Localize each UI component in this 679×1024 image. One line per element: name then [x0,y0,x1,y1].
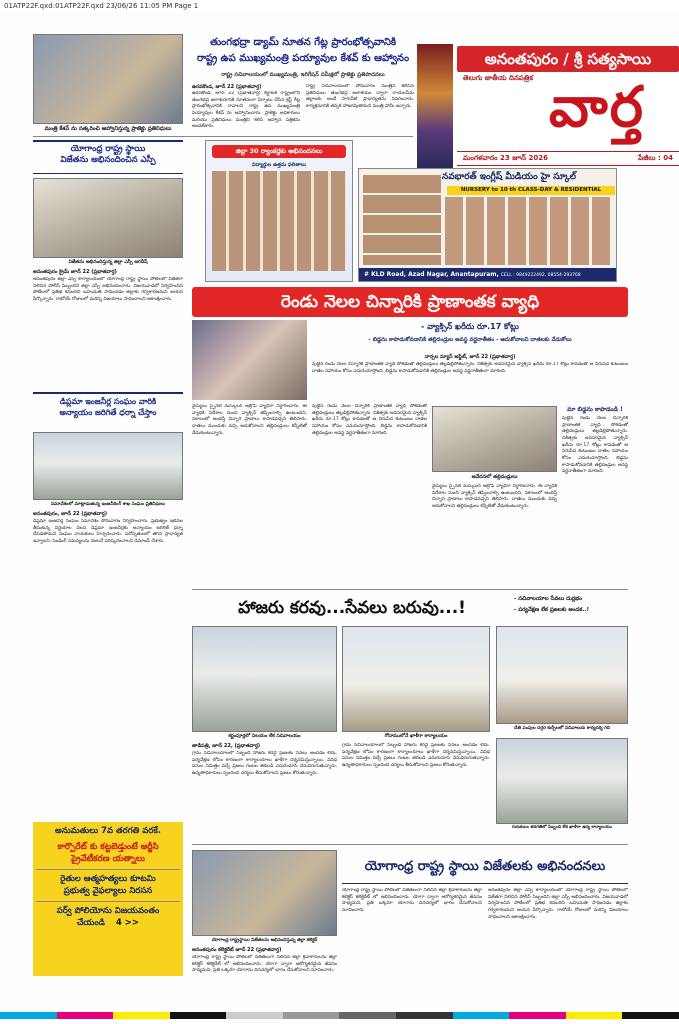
teaser-box [33,822,183,976]
diploma-story-caption: సమావేశంలో మాట్లాడుతున్న ఇంజనీరింగ్ శాఖ సంఘం ప్రతినిధులు [51,502,165,507]
teaser-line-4: రైతుల ఆత్మహత్యలు కూటమి [60,874,156,885]
teaser-line-7-text: చేయండి [76,917,105,928]
teaser-page-link[interactable]: 4 >> [115,917,140,928]
yoga-body-1: యోగాంధ్ర రాష్ట్ర స్థాయి పోటీలలో విజేతలుగా నిలిచిన జిల్లా క్రీడాకారులను జిల్లా కలెక్టర్ కలెక్టరేట్ లో అభినందించారు. యోగా ద్వారా ఆరోగ్యకరమైన జీవనం సాధ్యమని, ప్రతి ఒక్కరూ యోగాను దినచర్యలో భాగం చేసుకోవాలని సూచించారు. [192,955,337,974]
sp-story-body: అనంతపురం జిల్లా ఎస్పీ కార్యాలయంలో యోగాంధ్ర రాష్ట్ర స్థాయి పోటీలలో విజేతగా నిలిచిన పోలీస్ సిబ్బందిని జిల్లా ఎస్పీ అభినందించారు. విజయవాడలో నిర్వహించిన పోటీలలో ప్రతిభ కనబరిచి బహుమతి సాధించడం జిల్లాకు గర్వకారణమని ఆయన పేర్కొన్నారు. రాబోయే రోజులలో మరిన్ని విజయాలు సాధించాలని ఆకాంక్షించారు. [33,277,183,302]
yoga-dateline: అనంతపురం కలెక్టరేట్ జూన్ 22 (ప్రభాతవార్త) [192,947,282,953]
main-story-body-3: వైద్యులు స్పైనల్ మస్కులర్ అట్రోఫీ వ్యాధిగా నిర్ధారించారు. ఈ వ్యాధికి విదేశాల నుంచి వ్యాక్సిన్ తెప్పించాల్సి ఉంటుందని, సకాలంలో అందిస్తే చిన్నారి ప్రాణాలు కాపాడవచ్చని తెలిపారు. దాతలు ముందుకు వచ్చి ఆదుకోవాలని తల్లిదండ్రులు కన్నీటితో వేడుకుంటున్నారు. [432,484,557,509]
yoga-headline: యోగాంధ్ర రాష్ట్ర స్థాయి విజేతలకు అభినందనలు [342,850,628,884]
school-name: నవభారత్ ఇంగ్లీష్ మీడియం హై స్కూల్ [441,172,577,182]
yoga-caption: యోగాంధ్ర రాష్ట్రస్థాయి విజేతలను అభినందిస్తున్న జిల్లా కలెక్టర్ [211,938,318,943]
school-address-bar [359,268,616,281]
main-story-photo [192,320,307,400]
diploma-story-body: డిప్లమా ఇంజనీర్ల సంఘం సమావేశం సోమవారం నిర్వహించారు. ప్రభుత్వం ఇటీవల తీసుకున్న నిర్ణయాల వలన డిప్లమా ఇంజనీర్లకు అన్యాయం జరిగితే ధర్నా చేపడతామని సంఘం నాయకులు హెచ్చరించారు. పదోన్నతులలో తగిన ప్రాధాన్యత ఇవ్వాలని, పెండింగ్ సమస్యలను వెంటనే పరిష్కరించాలని డిమాండ్ చేశారు. [33,519,183,544]
ad-rankers-photos [212,171,346,271]
top-story-headline-1: తుంగభద్రా డ్యామ్ నూతన గేట్ల ప్రారంభోత్సవానికి [209,37,397,48]
top-story-caption: మంత్రి కేశవ్ ను సత్కరించి ఆహ్వానిస్తున్న ప్రాజెక్టు ప్రతినిధులు [44,126,172,132]
diploma-story-headline-1: డిప్లమా ఇంజనీర్ల సంఘం వారికి [59,397,157,406]
main-story-lead: పుట్టిన రెండు నెలల చిన్నారికి ప్రాణాంతక వ్యాధి సోకడంతో తల్లిదండ్రులు తల్లడిల్లిపోతున్నారు. చికిత్సకు అవసరమైన వ్యాక్సిన్ ఖరీదు రూ.17 కోట్లు కావడంతో ఆ నిరుపేద కుటుంబం దాతల సహాయం కోసం ఎదురుచూస్తోంది. బిడ్డను కాపాడుకోవడానికి తల్లిదండ్రుల అవస్థ వర్ణనాతీతంగా మారింది. [312,362,628,374]
top-story-body-1: ఉరవకొండ, జూన్ 22 (ప్రభాతవార్త) కర్ణాటక రాష్ట్రంలోని తుంగభద్ర జలాశయానికి నూతనంగా ఏర్పాటు చేసిన క్రస్ట్ గేట్ల ప్రారంభోత్సవానికి రావాలని రాష్ట్ర ఉప ముఖ్యమంత్రి పయ్యావుల కేశవ్ ను ఆహ్వానించారు. ప్రాజెక్టు అధికారులు మరియు ప్రతినిధులు మంత్రిని కలిసి ఆహ్వాన పత్రికను అందజేశారు. [192,91,300,130]
hospital-dateline: తాడిపత్రి, జూన్ 22, (ప్రభాతవార్త) [192,743,261,749]
teaser-line-1: అనుమతులు 7వ తరగతి వరకే. [54,826,162,836]
main-story-bullet-2: - బిడ్డను కాపాడుకోవడానికి తల్లిదండ్రుల అవస్థ వర్ణనాతీతం - ఆదుకోవాలని దాతలకు వేడుకోలు [368,337,572,343]
ad-rankers-subtitle: విద్యార్థుల ఉత్తమ ఫలితాలు [252,161,306,168]
divider [33,136,413,137]
hospital-sub-2: - పర్యవేక్షణ లేక ప్రజలకు అందక..! [514,607,589,613]
main-story-bullet-1: - వ్యాక్సిన్ ఖరీదు రూ.17 కోట్లు [421,322,519,331]
top-story-subhead: రాష్ట్ర సచివాలయంలో ముఖ్యమంత్రి, ఇరిగేషన్ సమీక్షలో ప్రాజెక్టు ప్రతిపాదనలు [221,72,385,78]
diploma-story-dateline: అనంతపురం, జూన్ 22 (ప్రభాతవార్త) [33,511,107,517]
main-story-banner: రెండు నెలల చిన్నారికి ప్రాణాంతక వ్యాధి [192,287,628,317]
ad-school [358,168,617,282]
parents-caption: ఆవేదనలో తల్లిదండ్రులు [471,474,518,480]
teaser-line-6: పర్వ్ పోలియోను విజయవంతం [56,906,160,917]
school-address: # KLD Road, Azad Nagar, Anantapuram, [364,271,499,278]
main-story-body-2: పుట్టిన రెండు నెలల చిన్నారికి ప్రాణాంతక వ్యాధి సోకడంతో తల్లిదండ్రులు తల్లడిల్లిపోతున్నారు. చికిత్సకు అవసరమైన వ్యాక్సిన్ ఖరీదు రూ.17 కోట్లు కావడంతో ఆ నిరుపేద కుటుంబం దాతల సహాయం కోసం ఎదురుచూస్తోంది. బిడ్డను కాపాడుకోవడానికి తల్లిదండ్రుల అవస్థ వర్ణనాతీతంగా మారింది. [312,404,427,436]
main-story-dateline: నార్పల న్యూస్ అప్డేట్, జూన్ 22 (ప్రభాతవార్త) [424,354,516,360]
top-story-headline-2: రాష్ట్ర ఉప ముఖ్యమంత్రి పయ్యావుల కేశవ్ కు ఆహ్వానం [196,53,410,64]
sp-story-headline-1: యోగాంధ్ర రాష్ట్ర స్థాయి [70,144,146,154]
sp-story-caption: విజేతను అభినందిస్తున్న జిల్లా ఎస్పీ జగదీష్ [68,260,148,265]
yoga-body-3: అనంతపురం జిల్లా ఎస్పీ కార్యాలయంలో యోగాంధ్ర రాష్ట్ర స్థాయి పోటీలలో విజేతగా నిలిచిన పోలీస్ సిబ్బందిని జిల్లా ఎస్పీ అభినందించారు. విజయవాడలో నిర్వహించిన పోటీలలో ప్రతిభ కనబరిచి బహుమతి సాధించడం జిల్లాకు గర్వకారణమని ఆయన పేర్కొన్నారు. రాబోయే రోజులలో మరిన్ని విజయాలు సాధించాలని ఆకాంక్షించారు. [488,888,628,920]
sp-story-dateline: అనంతపురం క్రైమ్ జూన్ 22 (ప్రభాతవార్త) [33,269,117,275]
hospital-photo-3 [496,626,628,724]
top-story-body-2: రాష్ట్ర సచివాలయంలో సోమవారం మంత్రిని కలిసిన ప్రతినిధులు తుంగభద్ర జలాశయం ద్వారా రాయలసీమ జిల్లాలకు అందే సాగునీటి ప్రాధాన్యతను వివరించారు. కార్యక్రమానికి తప్పక హాజరవుతామని మంత్రి హామీ ఇచ్చారు. [306,84,414,109]
teaser-divider [36,901,180,902]
main-story-body-1: వైద్యులు స్పైనల్ మస్కులర్ అట్రోఫీ వ్యాధిగా నిర్ధారించారు. ఈ వ్యాధికి విదేశాల నుంచి వ్యాక్సిన్ తెప్పించాల్సి ఉంటుందని, సకాలంలో అందిస్తే చిన్నారి ప్రాణాలు కాపాడవచ్చని తెలిపారు. దాతలు ముందుకు వచ్చి ఆదుకోవాలని తల్లిదండ్రులు కన్నీటితో వేడుకుంటున్నారు. [192,404,307,436]
masthead-logo: వార్త [549,74,645,140]
masthead-tagline: తెలుగు జాతీయ దినపత్రిక [463,74,533,82]
masthead [417,44,679,168]
school-tagline: NURSERY to 10 th CLASS-DAY & RESIDENTIAL [447,186,615,195]
teaser-divider [36,869,180,870]
sp-story-headline-box [33,140,183,174]
masthead-pages: పేజీలు : 04 [638,154,673,162]
teaser-line-2: కార్పొరేట్ కు కట్టబెడ్తుంటే అర్జీసి [57,842,159,853]
yoga-body-2: యోగాంధ్ర రాష్ట్ర స్థాయి పోటీలలో విజేతలుగా నిలిచిన జిల్లా క్రీడాకారులను జిల్లా కలెక్టర్ కలెక్టరేట్ లో అభినందించారు. యోగా ద్వారా ఆరోగ్యకరమైన జీవనం సాధ్యమని, ప్రతి ఒక్కరూ యోగాను దినచర్యలో భాగం చేసుకోవాలని సూచించారు. [342,888,482,913]
sp-story-headline-2: విజేతను అభినందించిన ఎస్పీ [60,155,156,166]
deity-portrait [417,44,453,168]
hospital-body-1: గ్రామ సచివాలయాలలో సిబ్బంది హాజరు కరవై ప్రజలకు సేవలు అందడం లేదు. పర్యవేక్షణ లోపం కారణంగా కార్యాలయాలు ఖాళీగా దర్శనమిస్తున్నాయి. వివిధ పనుల నిమిత్తం వచ్చే ప్రజలు గంటల తరబడి ఎదురుచూసి వెనుదిరుగుతున్నారు. ఉన్నతాధికారులు స్పందించి చర్యలు తీసుకోవాలని ప్రజలు కోరుతున్నారు. [192,751,337,776]
top-story-dateline: ఉరవకొండ, జూన్ 22 (ప్రభాతవార్త) [192,84,262,90]
hospital-caption-3: చేతి పంపుల దగ్గర కుర్చీలలో సచివాలయ కార్యదర్శి గది [514,726,610,731]
school-toppers [363,175,441,265]
masthead-date: మంగళవారం 23 జూన్ 2026 [463,154,548,162]
ad-rankers-title: జిల్లా 30 ర్యాంకర్లకు అభినందనలు [212,145,346,158]
diploma-story-photo [33,432,183,500]
hospital-photo-1 [192,626,337,732]
sp-story-photo [33,178,183,258]
hospital-caption-2: గోదాములోనే ఖాళీగా కార్యాలయం [384,734,448,739]
school-students [445,197,613,265]
hospital-headline: హాజరు కరవు...సేవలు బరువు...! [238,598,466,618]
teaser-line-3: ప్రైవేటీకరణ యత్నాలు [71,853,145,864]
hospital-sub-1: - సచివాలయాల సేవలు దుర్లభం [514,596,583,602]
page-slug: 01ATP22F.qxd:01ATP22F.qxd 23/06/26 11:05 PM Page 1 [0,0,679,12]
newspaper-page [0,12,679,1024]
hospital-caption-4: గురుకులం తరగతిలో సిబ్బంది లేక ఖాళీగా ఉన్న కార్యాలయం [511,825,613,830]
teaser-line-5: ప్రభుత్వ వైఫల్యాలు నిరసన [63,885,153,896]
main-story-side-title: మా బిడ్డను కాపాడండి ! [567,406,623,413]
yoga-photo [192,850,337,936]
diploma-story-headline-box [33,392,183,428]
color-registration-bar [0,1012,679,1020]
divider [192,844,628,845]
parents-photo [432,406,557,472]
diploma-story-headline-2: అన్యాయం జరిగితే ధర్నా చేస్తాం [59,407,157,417]
main-story-side-body: పుట్టిన రెండు నెలల చిన్నారికి ప్రాణాంతక వ్యాధి సోకడంతో తల్లిదండ్రులు తల్లడిల్లిపోతున్నారు. చికిత్సకు అవసరమైన వ్యాక్సిన్ ఖరీదు రూ.17 కోట్లు కావడంతో ఆ నిరుపేద కుటుంబం దాతల సహాయం కోసం ఎదురుచూస్తోంది. బిడ్డను కాపాడుకోవడానికి తల్లిదండ్రుల అవస్థ వర్ణనాతీతంగా మారింది. [562,416,628,475]
top-story-photo [33,34,183,124]
hospital-body-2: గ్రామ సచివాలయాలలో సిబ్బంది హాజరు కరవై ప్రజలకు సేవలు అందడం లేదు. పర్యవేక్షణ లోపం కారణంగా కార్యాలయాలు ఖాళీగా దర్శనమిస్తున్నాయి. వివిధ పనుల నిమిత్తం వచ్చే ప్రజలు గంటల తరబడి ఎదురుచూసి వెనుదిరుగుతున్నారు. ఉన్నతాధికారులు స్పందించి చర్యలు తీసుకోవాలని ప్రజలు కోరుతున్నారు. [342,743,490,768]
masthead-date-bar [457,151,679,166]
teaser-line-7 [36,918,180,929]
masthead-city: అనంతపురం / శ్రీ సత్యసాయి [457,46,679,72]
hospital-caption-1: కర్ణంపూర్లలో నిలయం లేక సచివాలయం [228,734,301,739]
divider [192,589,628,590]
school-cell: CELL : 9849222492, 08554-293768 [500,273,581,278]
hospital-photo-4 [496,738,628,824]
hospital-photo-2 [342,626,490,732]
ad-rankers [205,140,353,282]
